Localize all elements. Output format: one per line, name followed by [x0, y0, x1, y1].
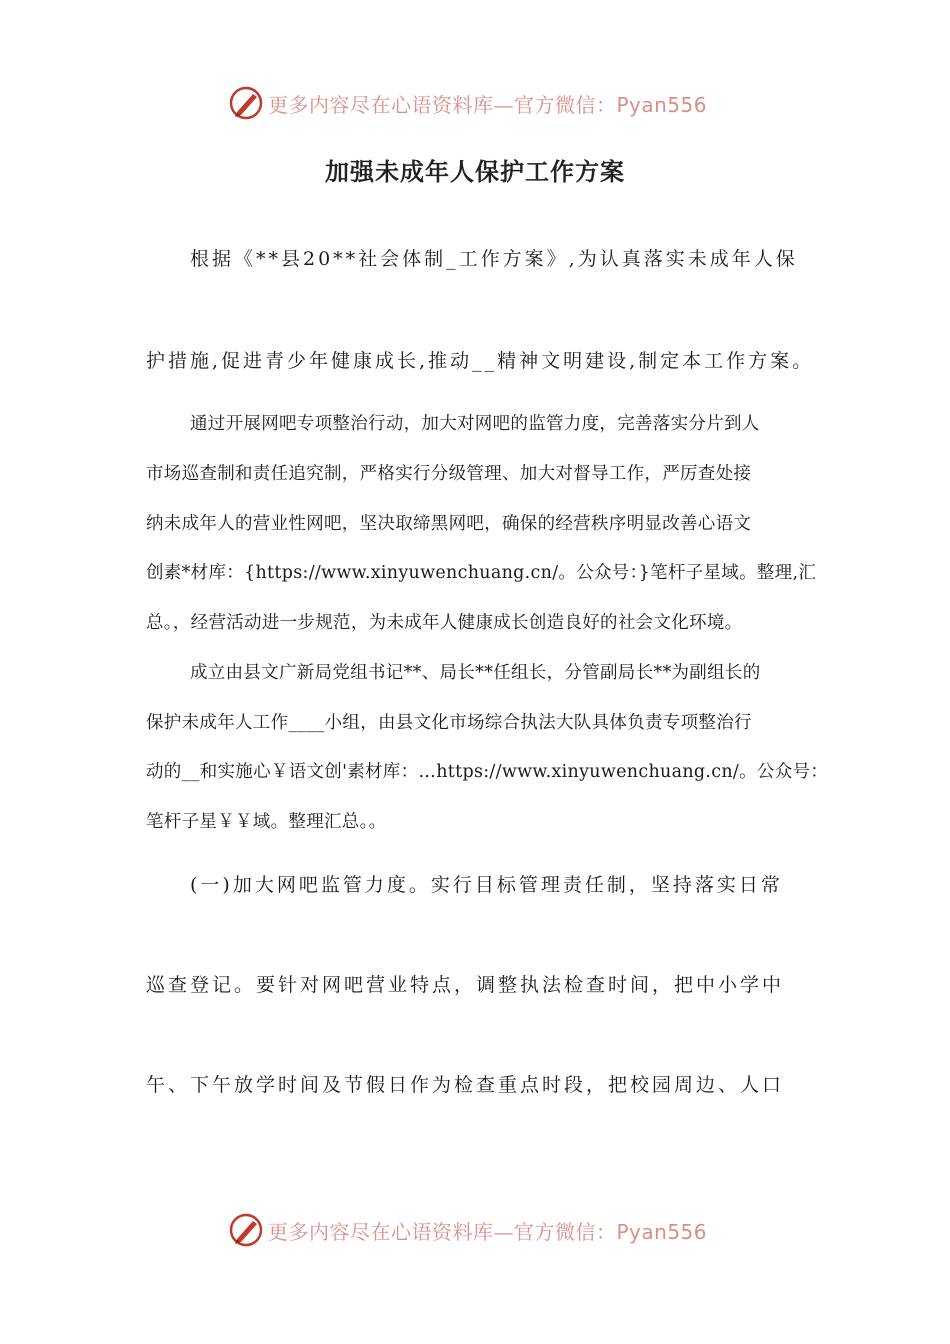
body-line: 动的__和实施心￥语文创'素材库：…https://www.xinyuwenchuang.cn/。公众号：	[146, 762, 829, 782]
header-banner	[228, 83, 748, 123]
footer-banner-handle: Pyan556	[616, 1219, 708, 1244]
header-banner-text: 更多内容尽在心语资料库—官方微信：Pyan556	[268, 92, 708, 117]
pen-in-circle-logo	[228, 85, 264, 121]
body-line: 总。，经营活动进一步规范，为未成年人健康成长创造良好的社会文化环境。	[146, 613, 743, 633]
body-line: 笔杆子星￥￥域。整理汇总。。	[146, 812, 387, 832]
body-line: (一)加大网吧监管力度。实行目标管理责任制，坚持落实日常	[190, 874, 783, 896]
body-line: 护措施,促进青少年健康成长,推动__精神文明建设,制定本工作方案。	[146, 350, 815, 372]
body-line: 午、下午放学时间及节假日作为检查重点时段，把校园周边、人口	[146, 1074, 785, 1096]
body-line: 巡查登记。要针对网吧营业特点，调整执法检查时间，把中小学中	[146, 974, 785, 996]
document-title: 加强未成年人保护工作方案	[325, 157, 625, 186]
header-banner-handle: Pyan556	[616, 92, 708, 117]
body-line: 创素*材库：{https://www.xinyuwenchuang.cn/。公众号：}笔杆子星域。整理,汇	[146, 563, 817, 583]
footer-banner-text: 更多内容尽在心语资料库—官方微信：Pyan556	[268, 1219, 708, 1244]
pen-in-circle-logo	[228, 1212, 264, 1248]
body-line: 保护未成年人工作____小组，由县文化市场综合执法大队具体负责专项整治行	[146, 713, 752, 733]
body-line: 根据《**县20**社会体制_工作方案》,为认真落实未成年人保	[190, 248, 798, 270]
body-line: 成立由县文广新局党组书记**、局长**任组长，分管副局长**为副组长的	[190, 663, 761, 683]
footer-banner	[228, 1210, 748, 1250]
body-line: 通过开展网吧专项整治行动，加大对网吧的监管力度，完善落实分片到人	[190, 414, 760, 434]
body-line: 纳未成年人的营业性网吧，坚决取缔黑网吧，确保的经营秩序明显改善心语文	[146, 514, 752, 534]
body-line: 市场巡查制和责任追究制，严格实行分级管理、加大对督导工作，严厉查处接	[146, 464, 752, 484]
